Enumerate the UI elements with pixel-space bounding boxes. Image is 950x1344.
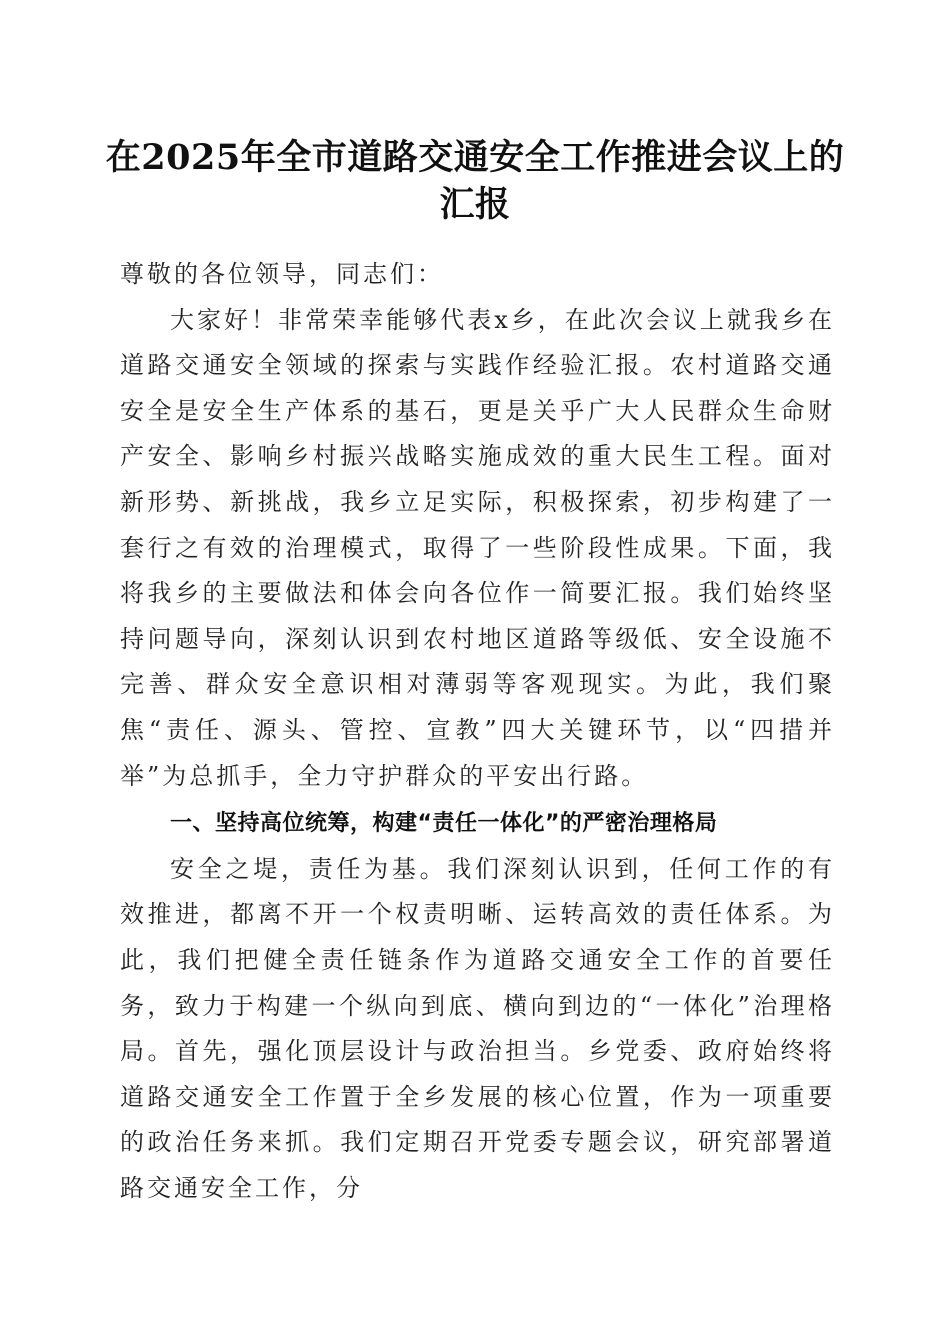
document-title: 在2025年全市道路交通安全工作推进会议上的汇报 [105,137,845,225]
salutation: 尊敬的各位领导，同志们： [120,260,444,288]
intro-paragraph: 大家好！非常荣幸能够代表x乡，在此次会议上就我乡在道路交通安全领域的探索与实践作经验汇报。农村道路交通安全是安全生产体系的基石，更是关乎广大人民群众生命财产安全、影响乡村振兴战略实施成效的重大民生工程。面对新形势、新挑战，我乡立足实际，积极探索，初步构建了一套行之有效的治理模式，取得了一些阶段性成果。下面，我将我乡的主要做法和体会向各位作一简要汇报。我们始终坚持问题导向，深刻认识到农村地区道路等级低、安全设施不完善、群众安全意识相对薄弱等客观现实。为此，我们聚焦“责任、源头、管控、宣教”四大关键环节，以“四措并举”为总抓手，全力守护群众的平安出行路。 [120,305,835,790]
document-body [120,252,835,1211]
section-heading-1: 一、坚持高位统筹，构建“责任一体化”的严密治理格局 [170,811,718,837]
section-1-paragraph: 安全之堤，责任为基。我们深刻认识到，任何工作的有效推进，都离不开一个权责明晰、运转高效的责任体系。为此，我们把健全责任链条作为道路交通安全工作的首要任务，致力于构建一个纵向到底、横向到边的“一体化”治理格局。首先，强化顶层设计与政治担当。乡党委、政府始终将道路交通安全工作置于全乡发展的核心位置，作为一项重要的政治任务来抓。我们定期召开党委专题会议，研究部署道路交通安全工作，分 [120,854,835,1202]
